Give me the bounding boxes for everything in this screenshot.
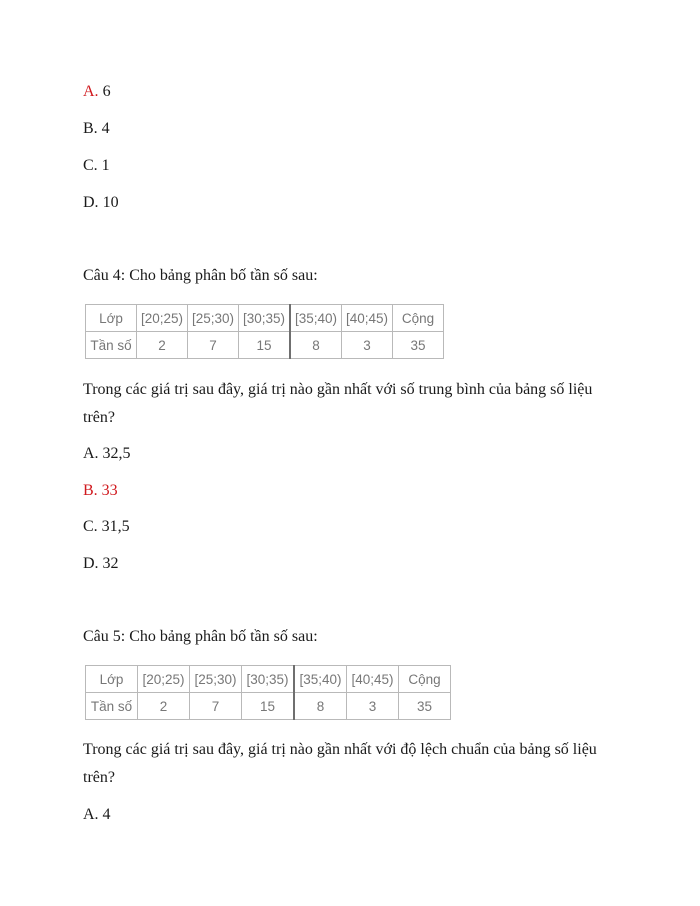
q4-option-d: D. 32 [83, 555, 119, 572]
q5-frequency-table [85, 665, 451, 720]
table-cell: [40;45) [342, 305, 393, 332]
q4-question-line-1: Trong các giá trị sau đây, giá trị nào gần nhất với số trung bình của bảng số liệu [83, 381, 593, 398]
q3-option-a [83, 82, 111, 102]
table-cell: 7 [188, 332, 239, 359]
q3-option-b [83, 119, 110, 139]
table-cell: [35;40) [290, 305, 342, 332]
q4-title: Câu 4: Cho bảng phân bố tần số sau: [83, 267, 318, 284]
table-cell: 8 [294, 693, 347, 720]
table-cell: [35;40) [294, 666, 347, 693]
q3-option-c-value: 1 [97, 157, 110, 174]
q3-option-d-value: 10 [98, 194, 119, 211]
table-cell: 3 [347, 693, 399, 720]
table-cell: [25;30) [188, 305, 239, 332]
table-cell: Tần số [86, 693, 138, 720]
q3-option-a-value: 6 [98, 83, 111, 100]
table-cell: Cộng [399, 666, 451, 693]
q4-question-line-2: trên? [83, 409, 115, 426]
table-cell: Lớp [86, 666, 138, 693]
q5-title: Câu 5: Cho bảng phân bố tần số sau: [83, 628, 318, 645]
table-row [86, 332, 444, 359]
q3-option-d-letter: D. [83, 194, 99, 211]
q5-question-line-1: Trong các giá trị sau đây, giá trị nào gần nhất với độ lệch chuẩn của bảng số liệu [83, 741, 597, 758]
q3-option-b-value: 4 [97, 120, 110, 137]
table-cell: 7 [190, 693, 242, 720]
table-row [86, 693, 451, 720]
table-cell: 8 [290, 332, 342, 359]
table-cell: [30;35) [239, 305, 291, 332]
table-cell: 35 [399, 693, 451, 720]
q3-option-b-letter: B. [83, 120, 98, 137]
table-cell: [30;35) [242, 666, 295, 693]
q3-option-d [83, 193, 119, 213]
q4-frequency-table [85, 304, 444, 359]
table-cell: [40;45) [347, 666, 399, 693]
table-cell: 15 [242, 693, 295, 720]
table-cell: 35 [393, 332, 444, 359]
q3-option-c [83, 156, 110, 176]
table-cell: Lớp [86, 305, 137, 332]
q3-option-c-letter: C. [83, 157, 98, 174]
table-cell: [20;25) [137, 305, 188, 332]
q4-option-c: C. 31,5 [83, 518, 130, 535]
table-cell: 15 [239, 332, 291, 359]
table-cell: 3 [342, 332, 393, 359]
table-row [86, 305, 444, 332]
q4-option-b: B. 33 [83, 482, 118, 499]
table-cell: 2 [137, 332, 188, 359]
table-row [86, 666, 451, 693]
q3-option-a-letter: A. [83, 83, 99, 100]
table-cell: 2 [138, 693, 190, 720]
q4-option-a: A. 32,5 [83, 445, 131, 462]
q5-option-a: A. 4 [83, 806, 111, 823]
q5-question-line-2: trên? [83, 769, 115, 786]
table-cell: Tần số [86, 332, 137, 359]
table-cell: Cộng [393, 305, 444, 332]
table-cell: [25;30) [190, 666, 242, 693]
table-cell: [20;25) [138, 666, 190, 693]
